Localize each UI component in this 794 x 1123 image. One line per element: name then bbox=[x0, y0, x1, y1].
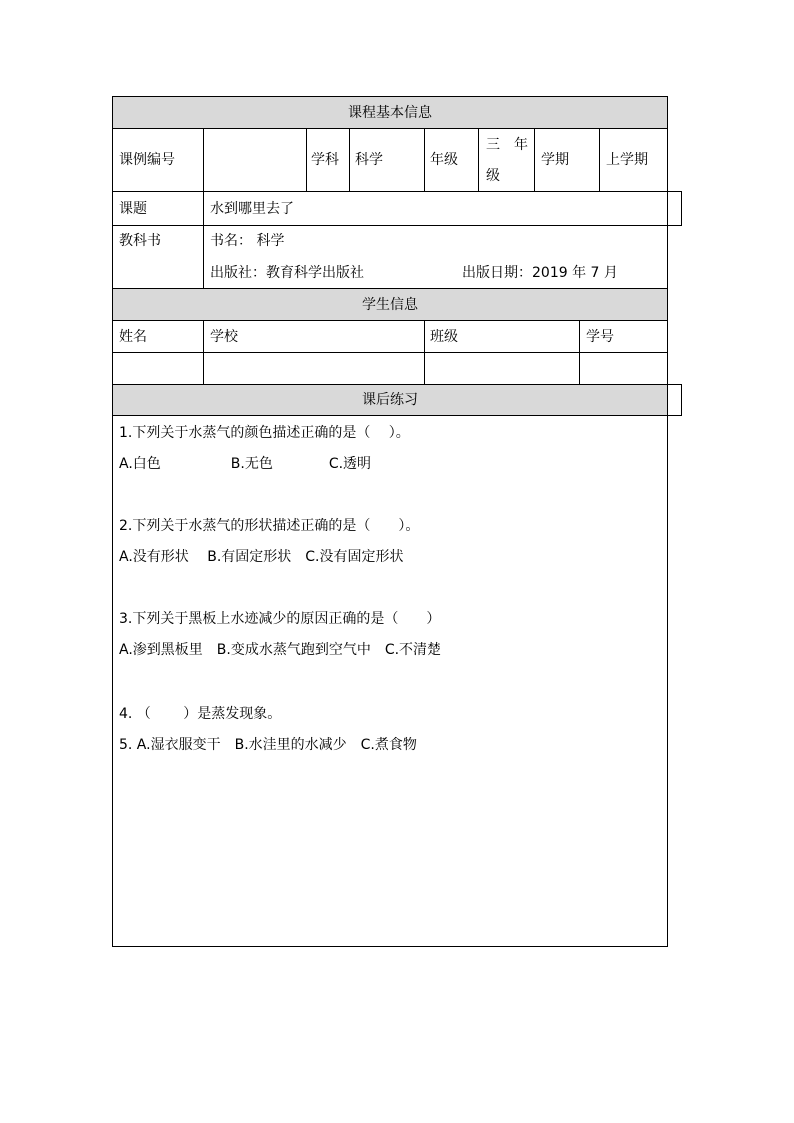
cell-line bbox=[424, 320, 425, 384]
question-3-options: A.渗到黑板里 B.变成水蒸气跑到空气中 C.不清楚 bbox=[119, 642, 442, 658]
question-2-options: A.没有形状 B.有固定形状 C.没有固定形状 bbox=[119, 549, 404, 565]
table-border-bottom bbox=[112, 946, 668, 947]
cell-line bbox=[203, 128, 204, 288]
term-value: 上学期 bbox=[606, 152, 648, 168]
cell-line bbox=[599, 128, 600, 191]
cell-line bbox=[306, 128, 307, 191]
question-3: 3.下列关于黑板上水迹减少的原因正确的是（ ） bbox=[119, 611, 441, 627]
student-info-header: 学生信息 bbox=[362, 297, 418, 313]
row-line bbox=[112, 352, 668, 353]
question-5-options: 5. A.湿衣服变干 B.水洼里的水减少 C.煮食物 bbox=[119, 737, 417, 753]
question-2: 2.下列关于水蒸气的形状描述正确的是（ ）。 bbox=[119, 518, 420, 534]
topic-label: 课题 bbox=[119, 201, 147, 217]
student-id-label: 学号 bbox=[586, 329, 614, 345]
question-1: 1.下列关于水蒸气的颜色描述正确的是（ ）。 bbox=[119, 425, 410, 441]
row-line bbox=[112, 384, 682, 385]
row-line bbox=[112, 191, 682, 192]
row-line bbox=[112, 415, 682, 416]
topic-value: 水到哪里去了 bbox=[210, 201, 294, 217]
question-1-options: A.白色 B.无色 C.透明 bbox=[119, 456, 372, 472]
book-name: 书名： 科学 bbox=[210, 233, 285, 249]
course-info-header: 课程基本信息 bbox=[348, 105, 432, 121]
table-border-right bbox=[667, 96, 668, 947]
row-line bbox=[112, 288, 668, 289]
publish-date: 出版日期：2019 年 7 月 bbox=[462, 265, 618, 281]
cell-line bbox=[534, 128, 535, 191]
publisher: 出版社：教育科学出版社 bbox=[210, 265, 364, 281]
cell-line bbox=[424, 128, 425, 191]
exercise-header: 课后练习 bbox=[362, 392, 418, 408]
question-4: 4. （ ）是蒸发现象。 bbox=[119, 706, 282, 722]
table-border-left bbox=[112, 96, 113, 947]
class-label: 班级 bbox=[430, 329, 458, 345]
case-no-label: 课例编号 bbox=[119, 152, 175, 168]
cell-line bbox=[681, 191, 682, 226]
cell-line bbox=[203, 320, 204, 384]
cell-line bbox=[681, 384, 682, 416]
grade-value-bottom: 级 bbox=[486, 168, 500, 184]
cell-line bbox=[579, 320, 580, 384]
table-border-top bbox=[112, 96, 668, 97]
cell-line bbox=[349, 128, 350, 191]
term-label: 学期 bbox=[541, 152, 569, 168]
row-line bbox=[112, 225, 682, 226]
subject-value: 科学 bbox=[355, 152, 383, 168]
row-line bbox=[112, 320, 668, 321]
subject-label: 学科 bbox=[311, 152, 339, 168]
grade-label: 年级 bbox=[430, 152, 458, 168]
name-label: 姓名 bbox=[119, 329, 147, 345]
cell-line bbox=[478, 128, 479, 191]
row-line bbox=[112, 128, 668, 129]
school-label: 学校 bbox=[210, 329, 238, 345]
grade-value-top: 三 年 bbox=[486, 137, 528, 153]
textbook-label: 教科书 bbox=[119, 233, 161, 249]
